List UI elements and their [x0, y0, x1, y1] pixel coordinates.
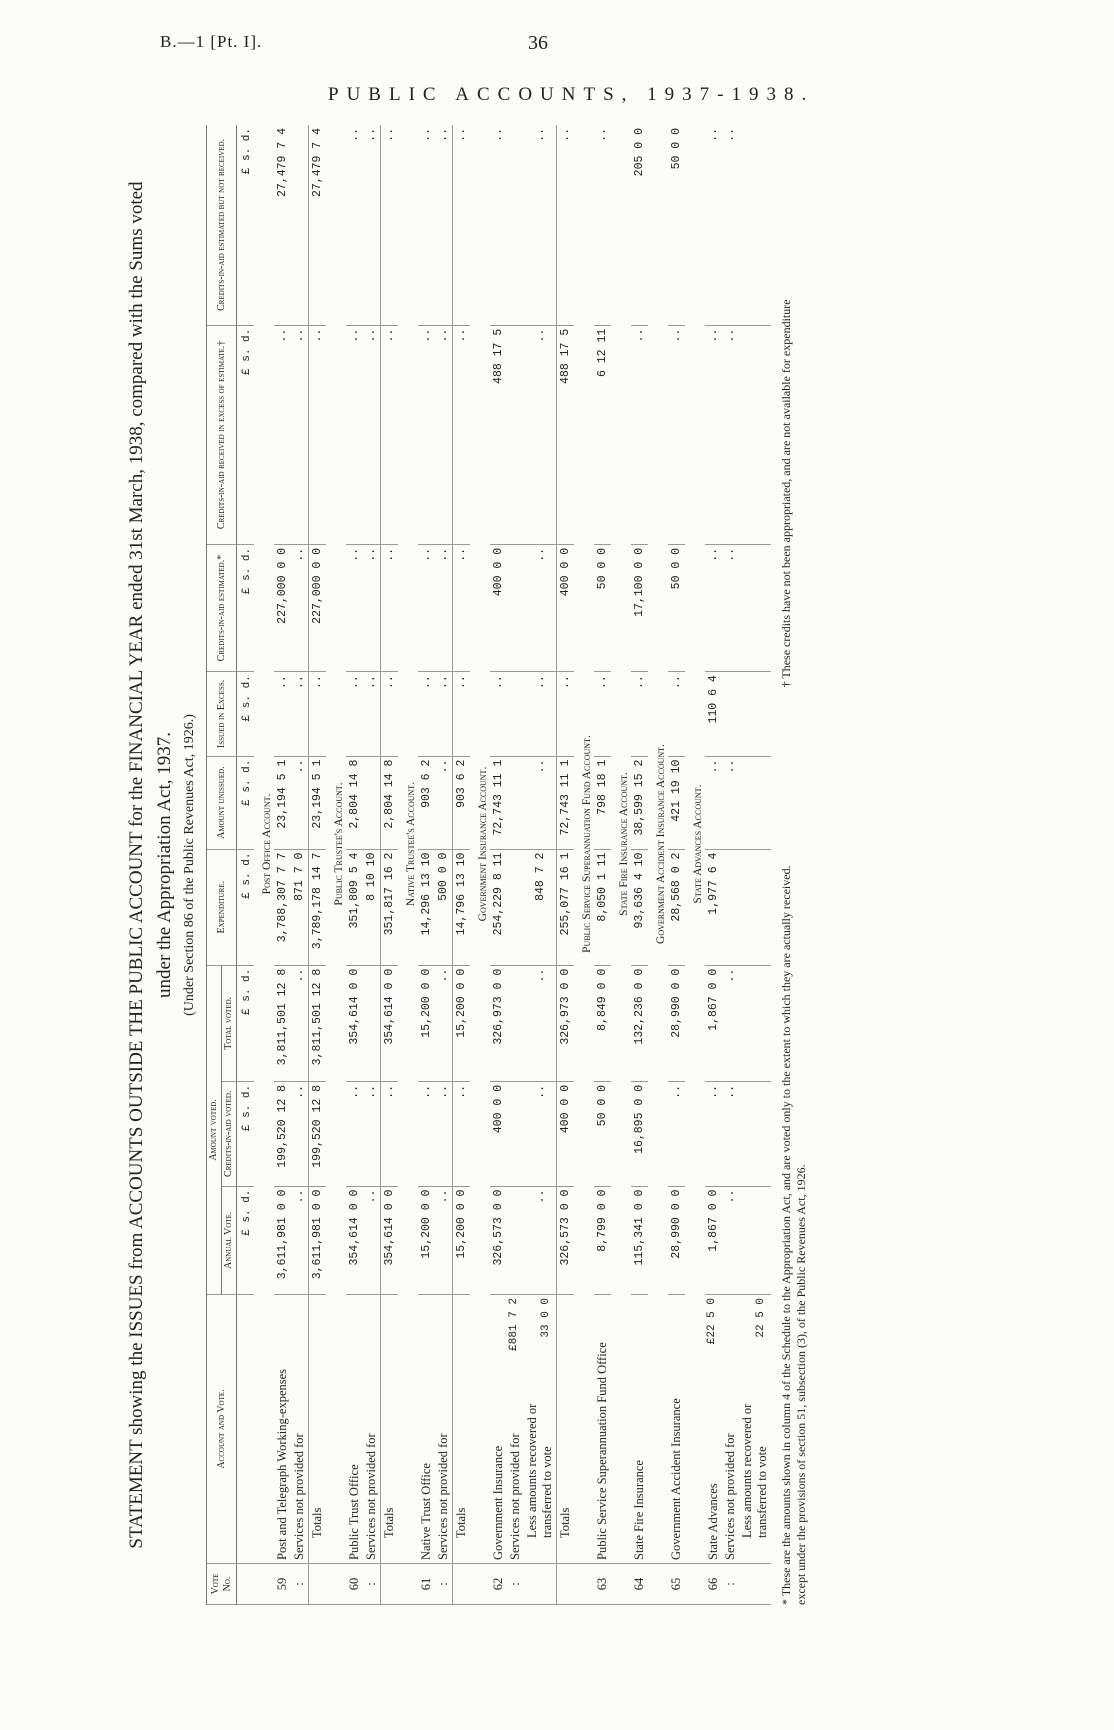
cell-expenditure: 8 10 10 — [363, 849, 381, 965]
vote-number: : — [722, 1564, 739, 1605]
totals-row — [453, 125, 471, 1605]
cell-estimated: 17,100 0 0 — [631, 544, 648, 671]
account-label: State Advances — [706, 1483, 720, 1560]
account-label: Services not provided for — [363, 1295, 381, 1564]
vote-number: 62 — [490, 1564, 507, 1605]
cell-annual: 354,614 0 0 — [346, 1186, 363, 1294]
cell-excess: .. — [453, 672, 471, 756]
section-native-trustee: Native Trustee's Account. — [405, 781, 417, 907]
vote-number: 66 — [705, 1564, 722, 1605]
col-credits-estimated: Credits-in-aid estimated.* — [207, 544, 237, 671]
table-row — [291, 125, 309, 1605]
cell-expenditure — [722, 849, 739, 965]
cell-total — [363, 965, 381, 1081]
account-label: Native Trust Office — [418, 1295, 435, 1564]
cell-expenditure: 255,077 16 1 — [557, 849, 575, 965]
cell-not-received: .. — [381, 125, 399, 325]
cell-not-received: .. — [705, 125, 722, 325]
col-credits-voted: Credits-in-aid voted. — [222, 1081, 237, 1186]
unit: £ s. d. — [237, 1186, 255, 1294]
cell-not-received: .. — [363, 125, 381, 325]
vote-number: 61 — [418, 1564, 435, 1605]
vote-number: 64 — [631, 1564, 648, 1605]
vote-number: : — [435, 1564, 453, 1605]
table-row — [631, 125, 648, 1605]
cell-received: .. — [668, 325, 685, 544]
cell-total: 132,236 0 0 — [631, 965, 648, 1081]
cell-received: 488 17 5 — [490, 325, 507, 544]
col-credits-not-received: Credits-in-aid estimated but not received. — [207, 125, 237, 325]
section-heading — [470, 125, 490, 1605]
cell-annual: 1,867 0 0 — [705, 1186, 722, 1294]
cell-excess: .. — [524, 672, 557, 756]
table-row — [435, 125, 453, 1605]
table-row — [507, 125, 524, 1605]
vote-number: 65 — [668, 1564, 685, 1605]
cell-unissued: .. — [722, 756, 739, 849]
unit: £ s. d. — [237, 1081, 255, 1186]
cell-annual: 28,990 0 0 — [668, 1186, 685, 1294]
cell-expenditure: 254,229 8 11 — [490, 849, 507, 965]
cell-annual: 3,611,981 0 0 — [274, 1186, 291, 1294]
cell-unissued: 421 19 10 — [668, 756, 685, 849]
cell-not-received — [291, 125, 309, 325]
statement-title-line1: STATEMENT showing the ISSUES from ACCOUNTS OUTSIDE THE PUBLIC ACCOUNT for the FINANCIAL YEAR ended 31st March, 1938, compared with the Sums voted — [126, 181, 147, 1549]
cell-estimated: 400 0 0 — [490, 544, 507, 671]
cell-unissued: 38,599 15 2 — [631, 756, 648, 849]
cell-expenditure: 351,817 16 2 — [381, 849, 399, 965]
cell-credits-voted: .. — [524, 1081, 557, 1186]
account-label: Public Trust Office — [346, 1295, 363, 1564]
cell-received: .. — [435, 325, 453, 544]
section-heading — [574, 125, 594, 1605]
cell-unissued: .. — [291, 756, 309, 849]
cell-excess: .. — [490, 672, 507, 756]
units-row — [237, 125, 255, 1605]
cell-total: 354,614 0 0 — [381, 965, 399, 1081]
sub-amount: £881 7 2 — [508, 1298, 520, 1351]
table-row — [418, 125, 435, 1605]
cell-excess: .. — [418, 672, 435, 756]
cell-total: 1,867 0 0 — [705, 965, 722, 1081]
header-row-1 — [207, 125, 222, 1605]
section-post-office: Post Office Account. — [261, 793, 273, 895]
cell-estimated: .. — [435, 544, 453, 671]
cell-annual: 115,341 0 0 — [631, 1186, 648, 1294]
cell-estimated: .. — [722, 544, 739, 671]
cell-annual: .. — [291, 1186, 309, 1294]
cell-estimated: 400 0 0 — [557, 544, 575, 671]
cell-total: 28,990 0 0 — [668, 965, 685, 1081]
totals-label: Totals — [382, 1507, 396, 1538]
cell-estimated: .. — [705, 544, 722, 671]
col-expenditure: Expenditure. — [207, 849, 237, 965]
cell-expenditure: 14,296 13 10 — [418, 849, 435, 965]
cell-excess: .. — [557, 672, 575, 756]
statement-title-line2: under the Appropriation Act, 1937. — [154, 732, 175, 998]
cell-unissued: 72,743 11 1 — [557, 756, 575, 849]
cell-total: .. — [524, 965, 557, 1081]
cell-credits-voted: .. — [363, 1081, 381, 1186]
cell-received: 488 17 5 — [557, 325, 575, 544]
section-heading — [648, 125, 668, 1605]
cell-total: .. — [722, 965, 739, 1081]
cell-estimated: .. — [363, 544, 381, 671]
cell-expenditure: 500 0 0 — [435, 849, 453, 965]
cell-credits-voted: .. — [435, 1081, 453, 1186]
cell-not-received: .. — [490, 125, 507, 325]
account-label-cont: transferred to vote 33 0 0 — [540, 1298, 554, 1538]
vote-number: 63 — [594, 1564, 611, 1605]
cell-excess: .. — [381, 672, 399, 756]
account-label: Public Service Superannuation Fund Office — [594, 1295, 611, 1564]
account-label: Post and Telegraph Working-expenses — [274, 1295, 291, 1564]
cell-excess: .. — [594, 672, 611, 756]
cell-annual: 3,611,981 0 0 — [309, 1186, 327, 1294]
unit: £ s. d. — [237, 849, 255, 965]
section-state-advances: State Advances Account. — [692, 784, 704, 904]
page-reference: B.—1 [Pt. I]. — [160, 32, 263, 51]
cell-expenditure: 1,977 6 4 — [705, 849, 722, 965]
cell-estimated: .. — [346, 544, 363, 671]
cell-received: .. — [291, 325, 309, 544]
footnotes — [779, 125, 809, 1605]
cell-estimated: 50 0 0 — [594, 544, 611, 671]
cell-annual: .. — [435, 1186, 453, 1294]
account-label: Less amounts recovered or — [525, 1403, 539, 1538]
cell-not-received: .. — [524, 125, 557, 325]
cell-expenditure: 28,568 0 2 — [668, 849, 685, 965]
cell-excess: .. — [309, 672, 327, 756]
cell-credits-voted: 400 0 0 — [490, 1081, 507, 1186]
cell-received: 6 12 11 — [594, 325, 611, 544]
cell-expenditure: 3,788,307 7 7 — [274, 849, 291, 965]
unit: £ s. d. — [237, 544, 255, 671]
table-row — [722, 125, 739, 1605]
cell-received: .. — [722, 325, 739, 544]
cell-credits-voted: 199,520 12 8 — [309, 1081, 327, 1186]
cell-credits-voted: 199,520 12 8 — [274, 1081, 291, 1186]
vote-number: 60 — [346, 1564, 363, 1605]
cell-unissued: 23,194 5 1 — [274, 756, 291, 849]
table-row — [705, 125, 722, 1605]
cell-total: 3,811,501 12 8 — [309, 965, 327, 1081]
cell-annual: .. — [363, 1186, 381, 1294]
table-row — [739, 125, 771, 1605]
cell-unissued: 2,804 14 8 — [346, 756, 363, 849]
cell-unissued: 72,743 11 1 — [490, 756, 507, 849]
totals-row — [309, 125, 327, 1605]
cell-total: 8,849 0 0 — [594, 965, 611, 1081]
totals-label: Totals — [558, 1507, 572, 1538]
sub-amount: 22 5 0 — [755, 1298, 767, 1338]
cell-not-received: .. — [435, 125, 453, 325]
cell-excess: .. — [291, 672, 309, 756]
section-heading — [254, 125, 274, 1605]
cell-received: .. — [418, 325, 435, 544]
cell-unissued: 798 18 1 — [594, 756, 611, 849]
section-fire-insurance: State Fire Insurance Account. — [618, 772, 630, 916]
cell-annual: 15,200 0 0 — [418, 1186, 435, 1294]
page-number: 36 — [528, 32, 548, 54]
totals-label: Totals — [310, 1507, 324, 1538]
cell-unissued: 2,804 14 8 — [381, 756, 399, 849]
cell-estimated: 227,000 0 0 — [309, 544, 327, 671]
cell-unissued: 903 6 2 — [453, 756, 471, 849]
account-label: Government Insurance — [490, 1295, 507, 1564]
cell-estimated: 50 0 0 — [668, 544, 685, 671]
cell-annual: 326,573 0 0 — [490, 1186, 507, 1294]
cell-expenditure: 8,050 1 11 — [594, 849, 611, 965]
section-government-insurance: Government Insurance Account. — [477, 766, 489, 922]
cell-credits-voted: .. — [705, 1081, 722, 1186]
cell-received: .. — [381, 325, 399, 544]
cell-total: 326,973 0 0 — [490, 965, 507, 1081]
cell-unissued: .. — [435, 756, 453, 849]
account-label: Services not provided for — [291, 1295, 309, 1564]
cell-estimated: 227,000 0 0 — [274, 544, 291, 671]
unit: £ s. d. — [237, 125, 255, 325]
vote-number: 59 — [274, 1564, 291, 1605]
cell-received: .. — [346, 325, 363, 544]
cell-unissued — [363, 756, 381, 849]
cell-credits-voted: 16,895 0 0 — [631, 1081, 648, 1186]
cell-credits-voted: 50 0 0 — [594, 1081, 611, 1186]
vote-number: : — [291, 1564, 309, 1605]
cell-annual: 15,200 0 0 — [453, 1186, 471, 1294]
account-label: Services not provided for — [508, 1433, 522, 1560]
cell-estimated: .. — [453, 544, 471, 671]
cell-estimated: .. — [291, 544, 309, 671]
statement-table — [206, 125, 771, 1605]
cell-expenditure: 871 7 0 — [291, 849, 309, 965]
cell-total: 354,614 0 0 — [346, 965, 363, 1081]
section-public-trustee: Public Trustee's Account. — [333, 782, 345, 906]
cell-excess: .. — [363, 672, 381, 756]
unit: £ s. d. — [237, 672, 255, 756]
section-heading — [326, 125, 346, 1605]
cell-not-received: .. — [453, 125, 471, 325]
cell-excess: .. — [435, 672, 453, 756]
cell-annual: 8,799 0 0 — [594, 1186, 611, 1294]
col-annual-vote: Annual Vote. — [222, 1186, 237, 1294]
col-total-voted: Total voted. — [222, 965, 237, 1081]
cell-unissued: 23,194 5 1 — [309, 756, 327, 849]
account-label: Government Accident Insurance — [668, 1295, 685, 1564]
table-row — [490, 125, 507, 1605]
cell-estimated: .. — [418, 544, 435, 671]
account-label: Services not provided for — [435, 1295, 453, 1564]
cell-received: .. — [453, 325, 471, 544]
totals-row — [381, 125, 399, 1605]
table-row — [594, 125, 611, 1605]
sub-amount: 33 0 0 — [540, 1298, 552, 1338]
section-heading — [685, 125, 705, 1605]
cell-excess: .. — [346, 672, 363, 756]
cell-expenditure: 14,796 13 10 — [453, 849, 471, 965]
account-label: Less amounts recovered or — [740, 1403, 754, 1538]
cell-not-received: 27,479 7 4 — [309, 125, 327, 325]
cell-not-received: .. — [346, 125, 363, 325]
cell-received: .. — [631, 325, 648, 544]
cell-annual: 326,573 0 0 — [557, 1186, 575, 1294]
cell-excess: .. — [274, 672, 291, 756]
cell-annual: .. — [524, 1186, 557, 1294]
cell-annual: 354,614 0 0 — [381, 1186, 399, 1294]
col-amount-voted: Amount voted. — [207, 965, 222, 1294]
cell-excess: 110 6 4 — [705, 672, 722, 756]
cell-not-received: 27,479 7 4 — [274, 125, 291, 325]
cell-unissued: .. — [705, 756, 722, 849]
cell-not-received: .. — [557, 125, 575, 325]
col-issued-in-excess: Issued in Excess. — [207, 672, 237, 756]
cell-not-received: .. — [722, 125, 739, 325]
unit: £ s. d. — [237, 965, 255, 1081]
cell-unissued: 903 6 2 — [418, 756, 435, 849]
cell-excess: .. — [668, 672, 685, 756]
section-heading — [398, 125, 418, 1605]
cell-estimated: .. — [524, 544, 557, 671]
cell-not-received: .. — [418, 125, 435, 325]
section-superannuation: Public Service Superannuation Fund Account. — [581, 735, 593, 953]
cell-credits-voted: .. — [381, 1081, 399, 1186]
cell-total: 326,973 0 0 — [557, 965, 575, 1081]
cell-credits-voted: 400 0 0 — [557, 1081, 575, 1186]
cell-received: .. — [524, 325, 557, 544]
running-title: PUBLIC ACCOUNTS, 1937-1938. — [328, 84, 815, 105]
account-label: State Fire Insurance — [631, 1295, 648, 1564]
cell-estimated: .. — [381, 544, 399, 671]
cell-not-received: 50 0 0 — [668, 125, 685, 325]
col-vote-no: Vote No. — [207, 1564, 237, 1605]
cell-received: .. — [363, 325, 381, 544]
cell-expenditure: 93,636 4 10 — [631, 849, 648, 965]
rotated-statement — [120, 125, 1070, 1605]
table-row — [274, 125, 291, 1605]
cell-excess — [722, 672, 739, 756]
totals-row — [557, 125, 575, 1605]
vote-number: : — [363, 1564, 381, 1605]
cell-received: .. — [309, 325, 327, 544]
cell-total: 3,811,501 12 8 — [274, 965, 291, 1081]
unit: £ s. d. — [237, 756, 255, 849]
cell-unissued: .. — [524, 756, 557, 849]
table-row — [668, 125, 685, 1605]
table-row — [346, 125, 363, 1605]
cell-total: 15,200 0 0 — [418, 965, 435, 1081]
cell-credits-voted: .. — [418, 1081, 435, 1186]
table-row — [524, 125, 557, 1605]
table-row — [363, 125, 381, 1605]
sub-amount: £22 5 0 — [706, 1298, 718, 1345]
col-account-and-vote: Account and Vote. — [207, 1295, 237, 1564]
cell-not-received: .. — [594, 125, 611, 325]
col-amount-unissued: Amount unissued. — [207, 756, 237, 849]
footnote-star: * These are the amounts shown in column 4 of the Schedule to the Appropriation Act, and are voted only to the extent to which they are actually received. except under the provisions of section 51, subsection (3), of the Public Revenues Act, 1926. — [779, 865, 808, 1605]
cell-received: .. — [705, 325, 722, 544]
cell-excess: .. — [631, 672, 648, 756]
totals-label: Totals — [454, 1507, 468, 1538]
statement-subtitle: (Under Section 86 of the Public Revenues Act, 1926.) — [182, 714, 197, 1016]
cell-annual: .. — [722, 1186, 739, 1294]
account-label: Services not provided for — [722, 1295, 739, 1564]
cell-total: 15,200 0 0 — [453, 965, 471, 1081]
cell-expenditure: 848 7 2 — [524, 849, 557, 965]
cell-credits-voted: .. — [453, 1081, 471, 1186]
cell-credits-voted: .. — [346, 1081, 363, 1186]
cell-credits-voted: .. — [722, 1081, 739, 1186]
cell-expenditure: 351,809 5 4 — [346, 849, 363, 965]
cell-credits-voted: .. — [291, 1081, 309, 1186]
section-accident-insurance: Government Accident Insurance Account. — [655, 744, 667, 944]
cell-not-received: 205 0 0 — [631, 125, 648, 325]
cell-credits-voted: .. — [668, 1081, 685, 1186]
cell-expenditure: 3,789,178 14 7 — [309, 849, 327, 965]
unit: £ s. d. — [237, 325, 255, 544]
account-label-cont: transferred to vote 22 5 0 — [755, 1298, 769, 1538]
section-heading — [611, 125, 631, 1605]
cell-total: .. — [435, 965, 453, 1081]
cell-total: .. — [291, 965, 309, 1081]
cell-received: .. — [274, 325, 291, 544]
footnote-dagger: † These credits have not been appropriated, and are not available for expenditure — [779, 299, 793, 688]
col-credits-received-excess: Credits-in-aid received in excess of estimate.† — [207, 325, 237, 544]
vote-number: : — [507, 1564, 524, 1605]
